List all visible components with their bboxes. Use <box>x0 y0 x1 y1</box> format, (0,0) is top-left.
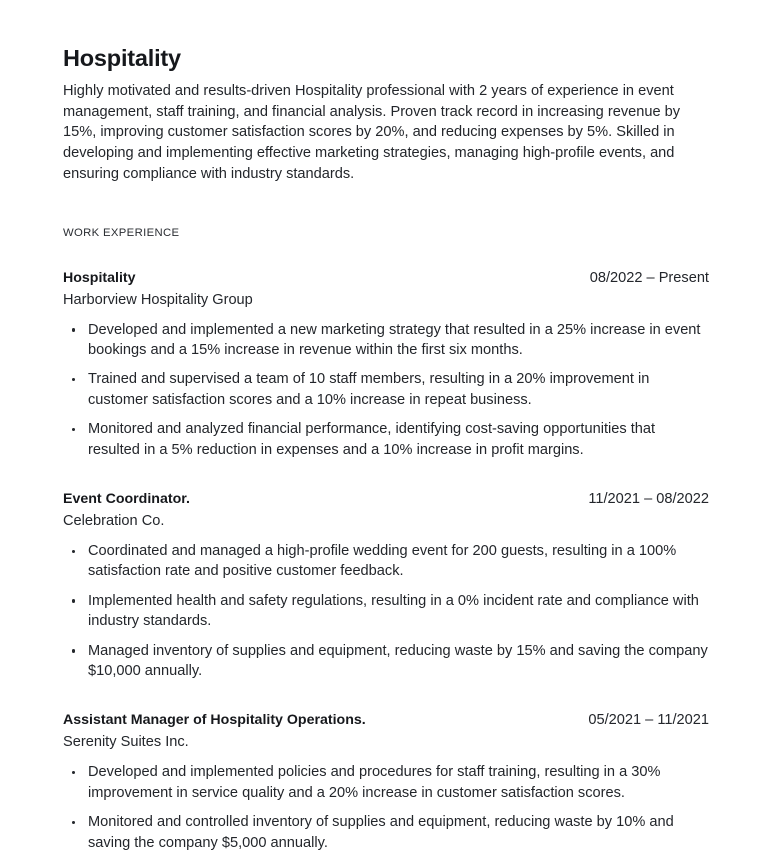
professional-summary: Highly motivated and results-driven Hospitality professional with 2 years of experience in event management, staff training, and financial analysis. Proven track record in increasing revenue by 15%, improving customer satisfaction scores by 20%, and reducing expenses by 5%. Skilled in developing and implementing effective marketing strategies, managing high-profile events, and ensuring compliance with industry standards. <box>63 83 681 182</box>
list-item: Trained and supervised a team of 10 staff members, resulting in a 20% improvement in customer satisfaction scores and a 10% increase in repeat business. <box>63 369 709 410</box>
list-item: Developed and implemented a new marketing strategy that resulted in a 25% increase in event bookings and a 15% increase in revenue within the first six months. <box>63 320 709 361</box>
list-item: Monitored and controlled inventory of supplies and equipment, reducing waste by 10% and saving the company $5,000 annually. <box>63 812 709 853</box>
job-title: Hospitality <box>63 269 136 286</box>
section-heading-work-experience: WORK EXPERIENCE <box>63 227 180 240</box>
job-bullet-list <box>63 541 709 681</box>
list-item: Developed and implemented policies and procedures for staff training, resulting in a 30% improvement in service quality and a 20% increase in customer satisfaction scores. <box>63 762 709 803</box>
list-item: Monitored and analyzed financial performance, identifying cost-saving opportunities that resulted in a 5% reduction in expenses and a 10% increase in profit margins. <box>63 419 709 460</box>
job-bullet-list <box>63 762 709 853</box>
list-item: Coordinated and managed a high-profile wedding event for 200 guests, resulting in a 100% satisfaction rate and positive customer feedback. <box>63 541 709 582</box>
job-dates: 11/2021 – 08/2022 <box>588 491 709 508</box>
job-header <box>63 711 709 730</box>
list-item: Managed inventory of supplies and equipment, reducing waste by 15% and saving the company $10,000 annually. <box>63 641 709 682</box>
list-item: Implemented health and safety regulations, resulting in a 0% incident rate and compliance with industry standards. <box>63 591 709 632</box>
job-title: Event Coordinator. <box>63 491 190 508</box>
job-company: Serenity Suites Inc. <box>63 734 189 751</box>
job-header <box>63 490 709 509</box>
page-title: Hospitality <box>63 45 181 71</box>
job-bullet-list <box>63 320 709 460</box>
work-experience-list <box>63 269 709 853</box>
job-header <box>63 269 709 288</box>
job-entry <box>63 490 709 681</box>
job-company: Harborview Hospitality Group <box>63 291 253 308</box>
job-entry <box>63 269 709 460</box>
job-dates: 08/2022 – Present <box>589 269 709 286</box>
job-entry <box>63 711 709 853</box>
job-company: Celebration Co. <box>63 513 165 530</box>
job-title: Assistant Manager of Hospitality Operations. <box>63 712 366 729</box>
job-dates: 05/2021 – 11/2021 <box>588 712 709 729</box>
